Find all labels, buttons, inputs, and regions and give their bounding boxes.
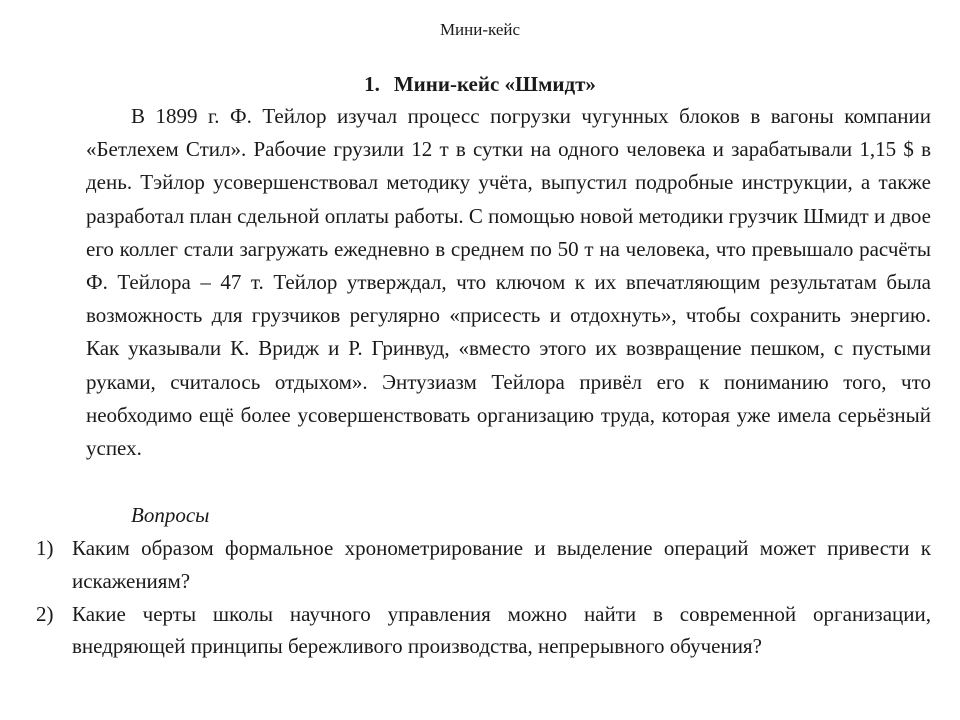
questions-heading: Вопросы xyxy=(131,503,210,527)
case-heading xyxy=(0,70,960,98)
question-number: 2) xyxy=(36,601,54,626)
question-item xyxy=(36,532,931,597)
questions-list xyxy=(36,532,931,663)
question-number: 1) xyxy=(36,536,54,560)
question-text: Какие черты школы научного управления можно найти в современной организации, внедряющей принципы бережливого производства, непрерывного обучения? xyxy=(72,601,931,658)
question-text: Каким образом формальное хронометрирование и выделение операций может привести к искажениям? xyxy=(72,536,931,593)
case-body-text: В 1899 г. Ф. Тейлор изучал процесс погрузки чугунных блоков в вагоны компании «Бетлехем Стил». Рабочие грузили 12 т в сутки на одного человека и зарабатывали 1,15 $ в день. Тэйлор усовершенствовал методику учёта, выпустил подробные инструкции, а также разработал план сдельной оплаты работы. С помощью новой методики грузчик Шмидт и двое его коллег стали загружать ежедневно в среднем по 50 т на человека, что превышало расчёты Ф. Тейлора – 47 т. Тейлор утверждал, что ключом к их впечатляющим результатам была возможность для грузчиков регулярно «присесть и отдохнуть», чтобы сохранить энергию. Как указывали К. Вридж и Р. Гринвуд, «вместо этого их возвращение пешком, с пустыми руками, считалось отдыхом». Энтузиазм Тейлора привёл его к пониманию того, что необходимо ещё более усовершенствовать организацию труда, которая уже имела серьёзный успех. xyxy=(86,104,931,461)
slide-title: Мини-кейс xyxy=(439,20,521,39)
case-title: Мини-кейс «Шмидт» xyxy=(393,72,596,96)
case-number: 1. xyxy=(364,72,380,96)
question-item xyxy=(36,598,931,663)
